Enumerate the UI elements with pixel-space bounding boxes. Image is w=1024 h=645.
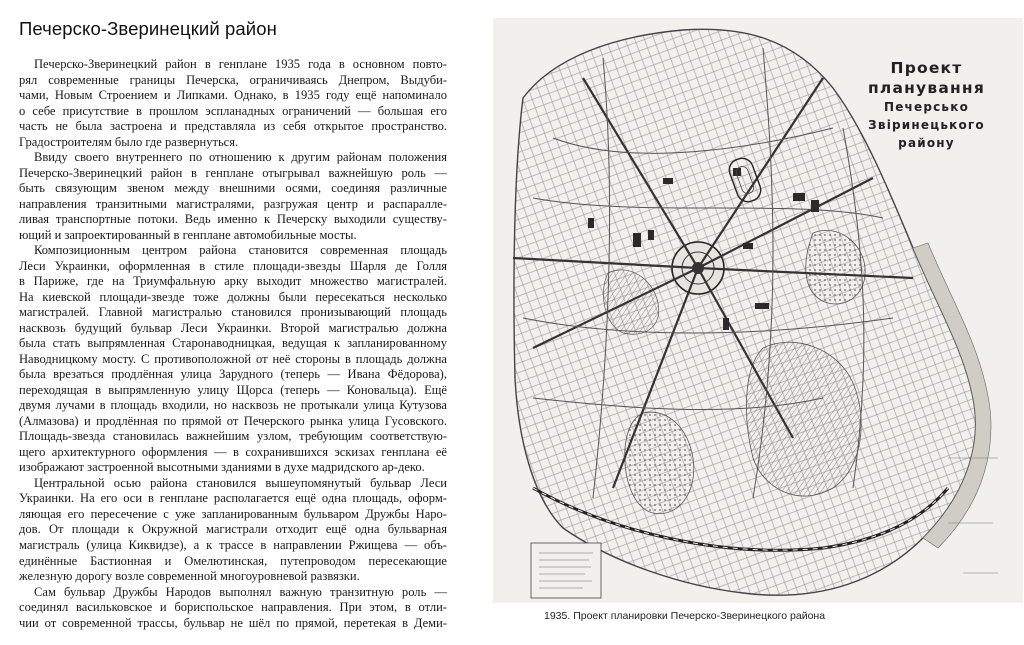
text-line: переходящая в выпрямленную улицу Щорса (теперь — Коновальца). Ещё [19, 382, 447, 397]
body-text [19, 57, 447, 631]
paragraph [19, 476, 447, 585]
text-line: была врезаться продлённая улица Зарудного (теперь — Ивана Фёдорова), [19, 367, 447, 382]
text-line: Печерско-Зверинецкий район в генплане 1935 года в основном повто- [34, 57, 447, 71]
map-title-line-3: району [898, 136, 955, 150]
text-line: железную дорогу возле современной многоуровневой развязки. [19, 569, 360, 584]
text-line: Леси Украинки, оформленная в стиле площади-звезды Шарля де Голля [19, 258, 447, 273]
paragraph [19, 150, 447, 243]
text-line: рял современные границы Печерска, ограничиваясь Днепром, Выдуби- [19, 72, 447, 87]
text-line: магистралей. Главной магистралью становился пронизывающий площадь [19, 305, 447, 320]
text-line: чии от современной трассы, бульвар не шёл по прямой, перетекая в Деми- [19, 615, 447, 630]
figure-caption: 1935. Проект планировки Печерско-Зверинецкого района [544, 610, 826, 622]
text-line: Ввиду своего внутреннего по отношению к другим районам положения [34, 150, 447, 165]
text-line: (Алмазова) и продлённая по прямой от Печерского рынка улица Гусовского. [19, 413, 447, 428]
map-title-line-1: Проект планування [868, 59, 985, 97]
text-line: была стать выпрямленная Старонаводницкая, ведущая к запланированному [19, 336, 447, 351]
text-line: Градостроителям было где развернуться. [19, 134, 239, 149]
text-line: На киевской площади-звезде тоже должны были пересекаться несколько [19, 289, 447, 304]
text-line: изображают застроенной высотными зданиями в духе мадридского ар-деко. [19, 460, 425, 475]
paragraph [19, 243, 447, 476]
text-line: Печерско-Зверинецкий район в генплане отыгрывал важнейшую роль — [19, 165, 447, 180]
text-line: единённые Бастионная и Омелютинская, путепроводом пересекающие [19, 553, 447, 568]
text-line: ляющая его пересечение с уже запланированным бульваром Дружбы Наро- [19, 506, 447, 521]
right-page [468, 0, 1024, 645]
text-line: Центральной осью района становился вышеупомянутый бульвар Леси [34, 475, 447, 490]
text-line: ющий и запроектированный в генплане автомобильные мосты. [19, 227, 357, 242]
section-heading: Печерско-Зверинецкий район [19, 18, 277, 39]
text-line: Композиционным центром района становится современная площадь [34, 243, 447, 258]
text-line: Украинки. На его оси в генплане располагается ещё одна площадь, оформ- [19, 491, 447, 506]
paragraph [19, 57, 447, 150]
text-line: ливая транспортные потоки. Ведь именно к Печерску выходили существу- [19, 212, 447, 227]
text-line: быть связующим звеном между внешними осями, соединяя различные [19, 181, 447, 196]
map-title-line-2: Печерсько Звiринецького [868, 100, 985, 132]
text-line: часть не была застроена и представляла из себя открытое пространство. [19, 119, 447, 134]
text-line: Сам бульвар Дружбы Народов выполнял важную транзитную роль — [34, 584, 447, 599]
plan-map-image [493, 18, 1023, 603]
text-line: Площадь-звезда становилась важнейшим узлом, требующим соответствую- [19, 429, 447, 444]
text-line: чами, Новым Строением и Липками. Однако, в 1935 году ещё напоминало [19, 88, 447, 103]
text-line: насквозь будущий бульвар Леси Украинки. Второй магистралью должна [19, 320, 447, 335]
text-line: Наводницкому мосту. С противоположной от неё стороны в площадь должна [19, 351, 447, 366]
map-title [829, 58, 1024, 152]
text-line: щего архитектурного оформления — в сохранившихся эскизах генплана её [19, 444, 447, 459]
text-line: в Париже, где на Триумфальную арку выходит множество магистралей. [19, 274, 447, 289]
paragraph [19, 585, 447, 632]
text-line: магистраль (улица Киквидзе), а к трассе в направлении Ржищева — объ- [19, 537, 447, 552]
text-line: соединял васильковское и бориспольское направления. При этом, в отли- [19, 600, 447, 615]
text-line: двумя лучами в площадь входили, но насквозь не протыкали улица Кутузова [19, 398, 447, 413]
left-page [0, 0, 460, 645]
text-line: о себе присутствие в прошлом эспланадных ограничений — большая его [19, 103, 447, 118]
text-line: дов. От площади к Окружной магистрали отходит ещё одна бульварная [19, 522, 447, 537]
map-legend [531, 543, 601, 598]
text-line: направления транзитными магистралями, разгружая центр и распаралле- [19, 196, 447, 211]
